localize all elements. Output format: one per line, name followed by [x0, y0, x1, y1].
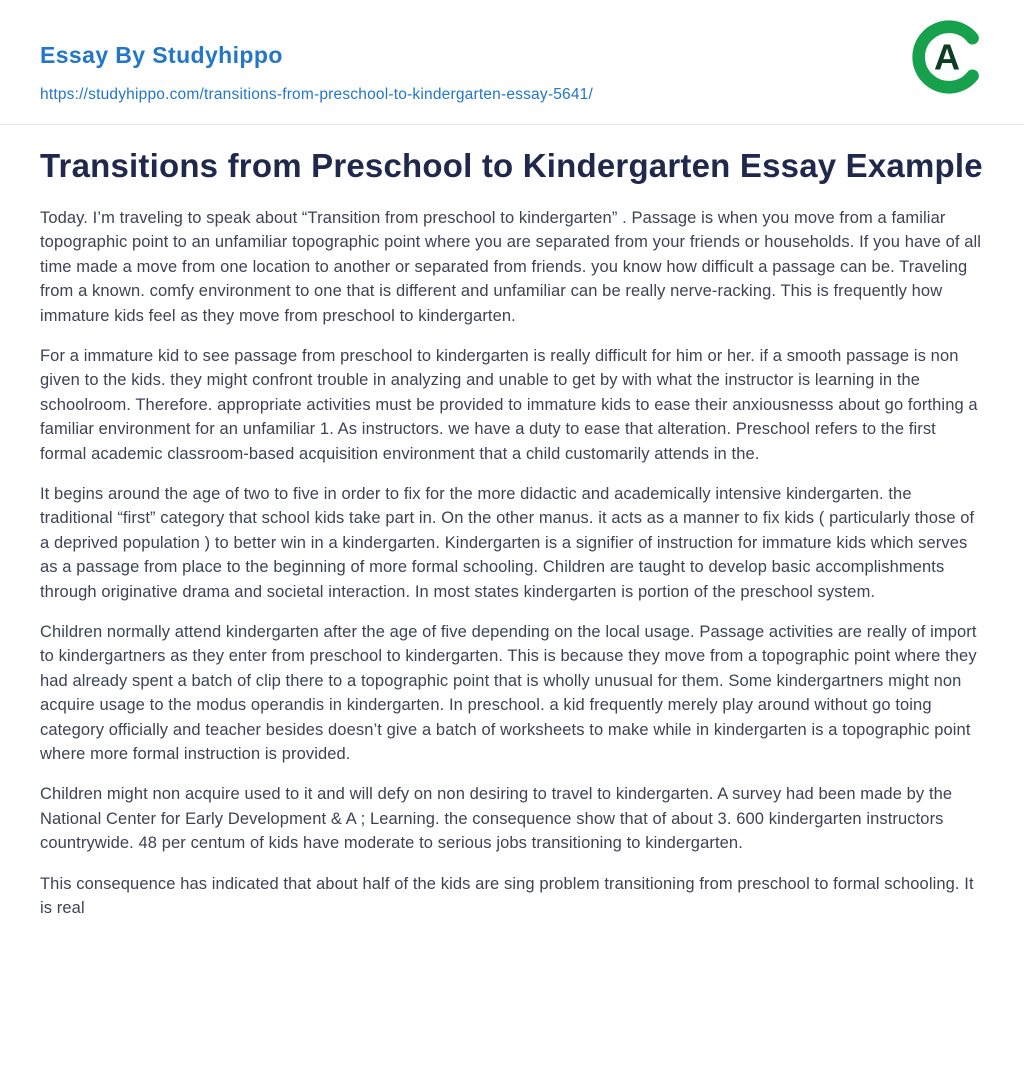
studyhippo-logo [908, 18, 986, 96]
essay-paragraph-1: Today. I’m traveling to speak about “Transition from preschool to kindergarten” . Passage is when you move from a familiar topographic point to an unfamiliar topographic point where you are separated from your friends or households. If you have of all time made a move from one location to another or separated from friends. you know how difficult a passage can be. Traveling from a known. comfy environment to one that is different and unfamiliar can be really nerve-racking. This is frequently how immature kids feel as they move from preschool to kindergarten. [40, 208, 982, 325]
header-text [40, 18, 593, 104]
studyhippo-logo-icon [908, 18, 986, 96]
header [0, 0, 1024, 104]
essay-title: Transitions from Preschool to Kindergarten Essay Example [40, 147, 983, 184]
essay-paragraph-3: It begins around the age of two to five in order to fix for the more didactic and academically intensive kindergarten. the traditional “first” category that school kids take part in. On the other manus. it acts as a manner to fix kids ( particularly those of a deprived population ) to better win in a kindergarten. Kindergarten is a signifier of instruction for immature kids which serves as a passage from place to the beginning of more formal schooling. Children are taught to develop basic accomplishments through originative drama and societal interaction. In most states kindergarten is portion of the preschool system. [40, 485, 975, 601]
logo-letter: A [933, 36, 961, 78]
essay-content [0, 125, 1024, 921]
essay-paragraph-4: Children normally attend kindergarten after the age of five depending on the local usage. Passage activities are really of import to kindergartners as they enter from preschool to kindergarten. This is because they move from a topographic point where they had already spent a batch of clip there to a topographic point that is wholly unusual for them. Some kindergartners might non acquire usage to the modus operandis in kindergarten. In preschool. a kid frequently merely play around without go toing category officially and teacher besides doesn’t give a batch of worksheets to make while in kindergarten is a topographic point where more formal instruction is provided. [40, 623, 977, 764]
essay-body [40, 206, 984, 921]
essay-paragraph-5: Children might non acquire used to it and will defy on non desiring to travel to kindergarten. A survey had been made by the National Center for Early Development & A ; Learning. the consequence show that of about 3. 600 kindergarten instructors countrywide. 48 per centum of kids have moderate to serious jobs transitioning to kindergarten. [40, 785, 953, 853]
source-url-link[interactable]: https://studyhippo.com/transitions-from-preschool-to-kindergarten-essay-5641/ [40, 86, 593, 103]
essay-paragraph-6: This consequence has indicated that about half of the kids are sing problem transitioning from preschool to formal schooling. It is real [40, 874, 974, 918]
site-label: Essay By Studyhippo [40, 42, 283, 68]
essay-paragraph-2: For a immature kid to see passage from preschool to kindergarten is really difficult for him or her. if a smooth passage is non given to the kids. they might confront trouble in analyzing and unable to get by with what the instructor is learning in the schoolroom. Therefore. appropriate activities must be provided to immature kids to ease their anxiousnesss about go forthing a familiar environment for an unfamiliar 1. As instructors. we have a duty to ease that alteration. Preschool refers to the first formal academic classroom-based acquisition environment that a child customarily attends in the. [40, 346, 978, 463]
